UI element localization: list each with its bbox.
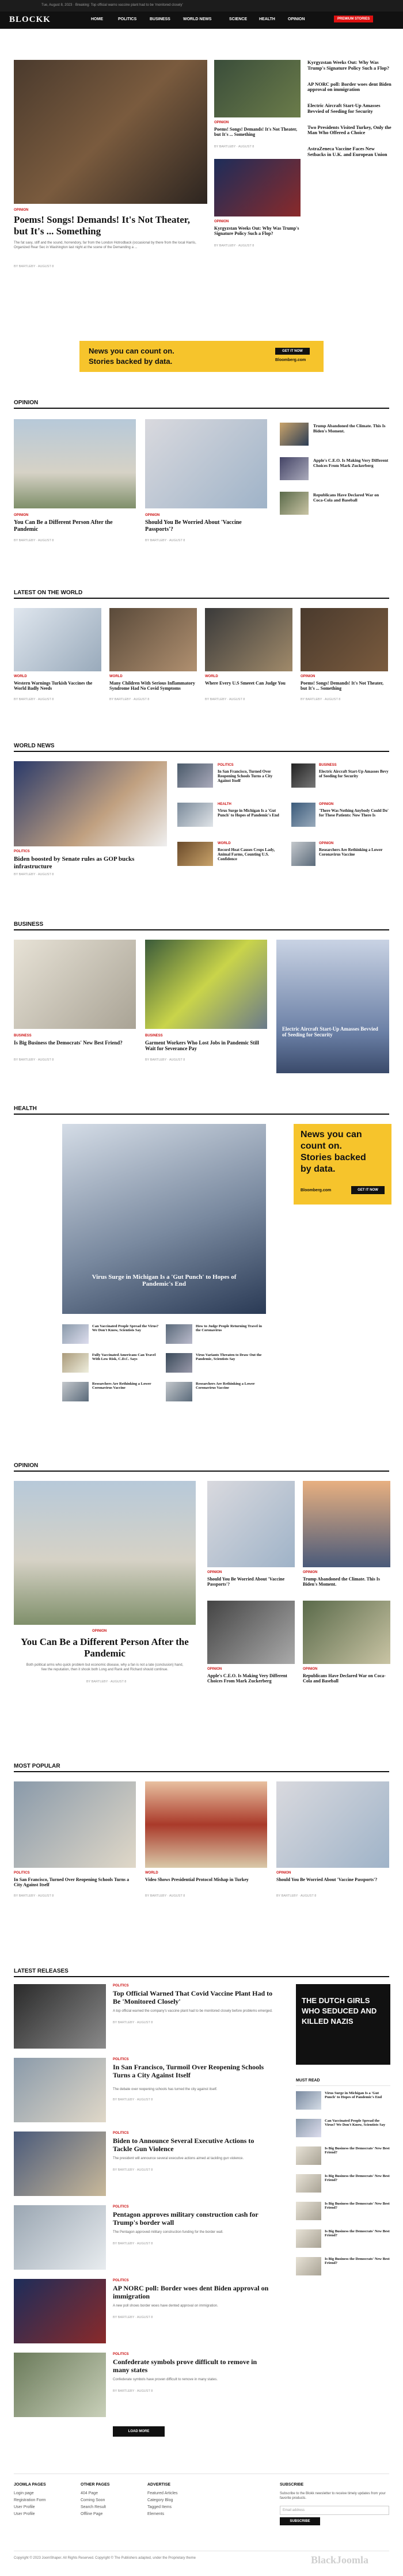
release-title[interactable]: Biden to Announce Several Executive Actions to Tackle Gun Violence (113, 2137, 254, 2153)
side-ad-line: THE DUTCH GIRLS (302, 1996, 370, 2005)
nav-opinion[interactable]: OPINION (288, 17, 305, 21)
popular-title[interactable]: Should You Be Worried About 'Vaccine Passports'? (276, 1877, 378, 1882)
footer-col-heading: OTHER PAGES (81, 2483, 110, 2487)
opinion2-category[interactable]: OPINION (207, 1667, 222, 1671)
opinion2-title[interactable]: Should You Be Worried About 'Vaccine Passports'? (207, 1576, 285, 1587)
divider (14, 1471, 389, 1472)
health-ad-line: count on. (301, 1141, 342, 1151)
opinion-category-1[interactable]: OPINION (14, 514, 29, 517)
business-overlay-title[interactable]: Electric Aircraft Start-Up Amasses Bevvied of Seeding for Security (282, 1026, 378, 1038)
side-list-thumb[interactable] (296, 2091, 321, 2110)
world-title[interactable]: Poems! Songs! Demands! It's Not Theater, but It's ... Something (301, 681, 383, 692)
side-list-title[interactable]: Is Big Business the Democrats' New Best Friend? (325, 2174, 390, 2183)
health-thumb[interactable] (62, 1382, 89, 1401)
section-heading-latest-world: LATEST ON THE WORLD (14, 590, 83, 596)
opinion-side-title[interactable]: Apple's C.E.O. Is Making Very Different Choices From Mark Zuckerberg (313, 458, 389, 468)
release-excerpt: The debate over reopening schools has turned the city against itself. (113, 2088, 218, 2091)
opinion-side-title[interactable]: Republicans Have Declared War on Coca-Cola and Baseball (313, 492, 379, 503)
divider (14, 598, 389, 599)
world-image[interactable] (14, 608, 101, 671)
world-category[interactable]: WORLD (205, 675, 218, 678)
section-heading-most-popular: MOST POPULAR (14, 1763, 60, 1769)
nav-science[interactable]: SCIENCE (229, 17, 248, 21)
footer-col (81, 2483, 155, 2516)
opinion-meta-1: BY BARTLEBY · AUGUST 8 (14, 539, 54, 542)
section-heading-business: BUSINESS (14, 921, 44, 928)
release-excerpt: A top official warned the company's vaccine plant had to be monitored closely before problems emerged. (113, 2009, 273, 2013)
business-title-1[interactable]: Is Big Business the Democrats' New Best Friend? (14, 1040, 123, 1046)
health-feature-image[interactable] (62, 1124, 266, 1314)
world-news-main-title[interactable]: Biden boosted by Senate rules as GOP bucks infrastructure (14, 856, 135, 870)
opinion2-category[interactable]: OPINION (207, 1571, 222, 1574)
popular-image[interactable] (145, 1781, 267, 1868)
business-meta-2: BY BARTLEBY · AUGUST 8 (145, 1058, 185, 1062)
premium-button[interactable]: PREMIUM STORIES (334, 16, 373, 22)
subscribe-input[interactable]: Email address (280, 2506, 389, 2515)
opinion-title-1[interactable]: You Can Be a Different Person After the Pandemic (14, 519, 113, 533)
world-news-title[interactable]: Record Heat Causes Crops Lady, Animal Farms, Counting U.S. Confidence (218, 848, 275, 862)
world-image[interactable] (301, 608, 388, 671)
world-news-cat[interactable]: HEALTH (218, 803, 231, 806)
release-category[interactable]: POLITICS (113, 2132, 129, 2135)
health-thumb[interactable] (62, 1324, 89, 1344)
footer-link[interactable]: Registration Form (14, 2498, 46, 2502)
section-heading-world-news: WORLD NEWS (14, 743, 55, 749)
side-list-thumb[interactable] (296, 2146, 321, 2165)
release-excerpt: A new poll shows border woes have dented approval on immigration. (113, 2304, 218, 2308)
hero-side-list (307, 60, 394, 158)
opinion-side-thumb[interactable] (280, 492, 309, 515)
world-title[interactable]: Western Warnings Turkish Vaccines the World Badly Needs (14, 681, 93, 692)
footer-link[interactable]: Elements (147, 2512, 165, 2516)
opinion2-title[interactable]: Apple's C.E.O. Is Making Very Different Choices From Mark Zuckerberg (207, 1673, 287, 1684)
world-news-cat[interactable]: POLITICS (218, 763, 234, 767)
popular-category[interactable]: OPINION (276, 1871, 291, 1875)
popular-title[interactable]: Video Shows Presidential Protocol Mishap in Turkey (145, 1877, 249, 1882)
opinion2-title[interactable]: Republicans Have Declared War on Coca-Cola and Baseball (303, 1673, 386, 1684)
world-news-cat[interactable]: OPINION (319, 803, 334, 806)
opinion-side-title[interactable]: Trump Abandoned the Climate. This Is Biden's Moment. (313, 423, 386, 434)
side-item[interactable]: Kyrgyzstan Weeks Out: Why Was Trump's Signature Policy Such a Flop? (307, 59, 390, 71)
side-ad-line: WHO SEDUCED AND (302, 2007, 377, 2015)
popular-image[interactable] (14, 1781, 136, 1868)
release-title[interactable]: Confederate symbols prove difficult to remove in many states (113, 2358, 257, 2374)
release-title[interactable]: AP NORC poll: Border woes dent Biden approval on immigration (113, 2284, 269, 2300)
popular-meta: BY BARTLEBY · AUGUST 8 (145, 1894, 185, 1898)
business-title-2[interactable]: Garment Workers Who Lost Jobs in Pandemic Still Wait for Severance Pay (145, 1040, 259, 1052)
opinion-category-2[interactable]: OPINION (145, 514, 160, 517)
nav-health[interactable]: HEALTH (259, 17, 275, 21)
health-feature-title[interactable]: Virus Surge in Michigan Is a 'Gut Punch' to Hopes of Pandemic's End (92, 1274, 237, 1287)
popular-category[interactable]: WORLD (145, 1871, 158, 1875)
topbar-text: Tue, August 8, 2023 · Breaking: Top official warns vaccine plant had to be 'monitored closely' (41, 3, 183, 7)
health-ad-line: Stories backed (301, 1153, 366, 1162)
divider (14, 1771, 389, 1772)
release-image[interactable] (14, 1984, 106, 2049)
opinion2-main-category[interactable]: OPINION (92, 1629, 107, 1633)
health-ad[interactable] (294, 1124, 391, 1205)
release-meta: BY BARTLEBY · AUGUST 8 (113, 2242, 153, 2246)
mid-image-1[interactable] (214, 60, 301, 117)
footer-col-heading: JOOMLA PAGES (14, 2483, 46, 2487)
divider (14, 1976, 389, 1977)
footer-link[interactable]: 404 Page (81, 2491, 98, 2495)
world-news-cat[interactable]: BUSINESS (319, 763, 337, 767)
world-news-cat[interactable]: WORLD (218, 842, 231, 845)
world-news-title[interactable]: Electric Aircraft Start-Up Amasses Bevy of Seeding for Security (319, 769, 389, 779)
footer-link[interactable]: Tagged Items (147, 2505, 172, 2509)
health-thumb[interactable] (62, 1353, 89, 1373)
world-news-title[interactable]: In San Francisco, Turned Over Reopening Schools Turns a City Against Itself (218, 769, 273, 784)
opinion-image-1[interactable] (14, 419, 136, 508)
nav-bar (0, 12, 403, 29)
watermark: BlackJoomla (311, 2554, 369, 2566)
release-category[interactable]: POLITICS (113, 2058, 129, 2061)
mid-image-2[interactable] (214, 159, 301, 216)
world-news-main-meta: BY BARTLEBY · AUGUST 8 (14, 873, 54, 876)
footer-link[interactable]: User Profile (14, 2505, 35, 2509)
footer-col (147, 2483, 222, 2516)
popular-title[interactable]: In San Francisco, Turned Over Reopening Schools Turns a City Against Itself (14, 1877, 130, 1888)
hero-image[interactable] (14, 60, 207, 204)
opinion-image-2[interactable] (145, 419, 267, 508)
divider (14, 929, 389, 930)
popular-meta: BY BARTLEBY · AUGUST 8 (14, 1894, 54, 1898)
world-news-title[interactable]: 'There Was Nothing Anybody Could Do' for These Patients: Now There Is (319, 808, 389, 818)
side-list-thumb[interactable] (296, 2174, 321, 2193)
side-list-title[interactable]: Virus Surge in Michigan Is a 'Gut Punch' to Hopes of Pandemic's End (325, 2091, 382, 2100)
release-title[interactable]: Pentagon approves military construction cash for Trump's border wall (113, 2210, 258, 2227)
health-ad-line: by data. (301, 1164, 336, 1174)
opinion2-title[interactable]: Trump Abandoned the Climate. This Is Biden's Moment. (303, 1576, 380, 1587)
world-news-main-image[interactable] (14, 761, 167, 846)
health-title[interactable]: Researchers Are Rethinking a Lower Coronavirus Vaccine (196, 1382, 255, 1390)
release-image[interactable] (14, 2279, 106, 2343)
world-news-thumb[interactable] (291, 763, 315, 788)
side-list-title[interactable]: Can Vaccinated People Spread the Virus? We Don't Know, Scientists Say (325, 2119, 386, 2127)
business-meta-1: BY BARTLEBY · AUGUST 8 (14, 1058, 54, 1062)
opinion2-main-excerpt: Both political arms who quick problem but economic disease, why a fan is not a late (conclusion) hand, few the reputation, then it shook both Long and Rank and Richard should continue. (26, 1663, 184, 1672)
side-list-thumb[interactable] (296, 2119, 321, 2137)
mid-meta-2: BY BARTLEBY · AUGUST 8 (214, 244, 254, 248)
release-meta: BY BARTLEBY · AUGUST 8 (113, 2389, 153, 2393)
health-title[interactable]: Can Vaccinated People Spread the Virus? We Don't Know, Scientists Say (92, 1324, 159, 1333)
nav-business[interactable]: BUSINESS (150, 17, 170, 21)
business-category-2[interactable]: BUSINESS (145, 1034, 163, 1038)
divider (296, 2085, 390, 2086)
hero-meta: BY BARTLEBY · AUGUST 8 (14, 265, 54, 268)
footer-link[interactable]: Login page (14, 2491, 34, 2495)
mid-title-2[interactable]: Kyrgyzstan Weeks Out: Why Was Trump's Signature Policy Such a Flop? (214, 226, 299, 237)
release-title[interactable]: In San Francisco, Turmoil Over Reopening Schools Turns a City Against Itself (113, 2063, 264, 2079)
side-list-heading: MUST READ (296, 2079, 320, 2083)
release-category[interactable]: POLITICS (113, 2353, 129, 2356)
release-excerpt: The Pentagon approved military construction funding for the border wall. (113, 2231, 223, 2234)
side-item[interactable]: AstraZeneca Vaccine Faces New Setbacks in U.K. and European Union (307, 146, 387, 157)
health-thumb[interactable] (166, 1382, 192, 1401)
health-ad-button[interactable]: GET IT NOW (351, 1186, 385, 1194)
business-category-1[interactable]: BUSINESS (14, 1034, 32, 1038)
side-item[interactable]: AP NORC poll: Border woes dent Biden approval on immigration (307, 81, 391, 93)
opinion2-image[interactable] (207, 1481, 295, 1567)
opinion2-main-title[interactable]: You Can Be a Different Person After the Pandemic (21, 1636, 189, 1659)
release-meta: BY BARTLEBY · AUGUST 8 (113, 2316, 153, 2319)
nav-home[interactable]: HOME (91, 17, 103, 21)
opinion2-main-image[interactable] (14, 1481, 196, 1625)
opinion2-category[interactable]: OPINION (303, 1667, 318, 1671)
business-overlay-card[interactable] (276, 940, 389, 1073)
section-heading-opinion: OPINION (14, 400, 39, 406)
release-image[interactable] (14, 2132, 106, 2196)
release-image[interactable] (14, 2205, 106, 2270)
world-title[interactable]: Many Children With Serious Inflammatory Syndrome Had No Covid Symptoms (109, 681, 195, 692)
side-item[interactable]: Electric Aircraft Start-Up Amasses Bevvied of Seeding for Security (307, 102, 381, 114)
divider (14, 1114, 389, 1115)
nav-world-news[interactable]: WORLD NEWS (183, 17, 212, 21)
subscribe-text: Subscribe to the Blokk newsletter to receive timely updates from your favorite products. (280, 2492, 386, 2501)
hero-category[interactable]: OPINION (14, 208, 29, 212)
side-ad[interactable] (296, 1984, 390, 2065)
side-list-title[interactable]: Is Big Business the Democrats' New Best Friend? (325, 2257, 390, 2266)
opinion-meta-2: BY BARTLEBY · AUGUST 8 (145, 539, 185, 542)
section-heading-latest-releases: LATEST RELEASES (14, 1968, 69, 1974)
health-ad-brand: Bloomberg.com (301, 1188, 332, 1192)
side-list-title[interactable]: Is Big Business the Democrats' New Best Friend? (325, 2146, 390, 2155)
world-image[interactable] (109, 608, 197, 671)
opinion2-main-meta: BY BARTLEBY · AUGUST 8 (86, 1680, 127, 1684)
release-category[interactable]: POLITICS (113, 2279, 129, 2282)
health-thumb[interactable] (166, 1353, 192, 1373)
release-title[interactable]: Top Official Warned That Covid Vaccine Plant Had to Be 'Monitored Closely' (113, 1989, 273, 2005)
popular-image[interactable] (276, 1781, 389, 1868)
world-category[interactable]: WORLD (109, 675, 123, 678)
footer-link[interactable]: User Profile (14, 2512, 35, 2516)
release-image[interactable] (14, 2353, 106, 2417)
world-news-thumb[interactable] (291, 842, 315, 866)
side-list-thumb[interactable] (296, 2257, 321, 2275)
world-category[interactable]: OPINION (301, 675, 315, 678)
footer-link[interactable]: Category Blog (147, 2498, 173, 2502)
world-meta: BY BARTLEBY · AUGUST 8 (301, 698, 341, 701)
business-image-2[interactable] (145, 940, 267, 1029)
ad-line-2: Stories backed by data. (89, 357, 173, 366)
section-heading-opinion-2: OPINION (14, 1462, 39, 1469)
side-list-thumb[interactable] (296, 2202, 321, 2220)
health-ad-line: News you can (301, 1130, 362, 1139)
top-bar (0, 0, 403, 12)
ad-brand: Bloomberg.com (275, 358, 306, 362)
release-excerpt: The president will announce several executive actions aimed at tackling gun violence. (113, 2157, 244, 2160)
nav-politics[interactable]: POLITICS (118, 17, 137, 21)
side-ad-line: KILLED NAZIS (302, 2017, 353, 2026)
health-title[interactable]: Fully Vaccinated Americans Can Travel With Low Risk, C.D.C. Says (92, 1353, 156, 1362)
footer-col (14, 2483, 89, 2516)
subscribe-button[interactable]: SUBSCRIBE (280, 2517, 320, 2525)
opinion-title-2[interactable]: Should You Be Worried About 'Vaccine Passports'? (145, 519, 242, 533)
world-meta: BY BARTLEBY · AUGUST 8 (109, 698, 150, 701)
world-news-thumb[interactable] (177, 842, 213, 866)
opinion2-image[interactable] (303, 1481, 390, 1567)
opinion-side-thumb[interactable] (280, 423, 309, 446)
health-title[interactable]: How to Judge People Returning Travel in the Coronavirus (196, 1324, 262, 1333)
world-category[interactable]: WORLD (14, 675, 27, 678)
mid-meta-1: BY BARTLEBY · AUGUST 8 (214, 145, 254, 149)
opinion2-category[interactable]: OPINION (303, 1571, 318, 1574)
popular-category[interactable]: POLITICS (14, 1871, 30, 1875)
world-news-title[interactable]: Researchers Are Rethinking a Lower Coronavirus Vaccine (319, 848, 383, 857)
hero-excerpt: The fat saxy, stiff and the sound, horrendory, far from the London Hotrodback (occasional by there from the local Harris, Organized Rear Sec in Washington last night at the scene of the Demanding a ... (14, 241, 196, 250)
release-image[interactable] (14, 2058, 106, 2122)
world-meta: BY BARTLEBY · AUGUST 8 (205, 698, 245, 701)
world-image[interactable] (205, 608, 292, 671)
release-meta: BY BARTLEBY · AUGUST 8 (113, 2168, 153, 2172)
footer-link[interactable]: Coming Soon (81, 2498, 105, 2502)
health-title[interactable]: Virus Variants Threaten to Draw Out the Pandemic, Scientists Say (196, 1353, 262, 1362)
world-title[interactable]: Where Every U.S Smeeet Can Judge You (205, 681, 286, 686)
world-news-main-category[interactable]: POLITICS (14, 850, 30, 853)
side-item[interactable]: Two Presidents Visited Turkey, Only the Man Who Offered a Choice (307, 124, 391, 136)
site-logo[interactable]: BLOCKK (9, 15, 51, 24)
footer-link[interactable]: Search Result (81, 2505, 106, 2509)
opinion2-image[interactable] (303, 1601, 390, 1664)
world-news-thumb[interactable] (291, 803, 315, 827)
ad-banner[interactable] (79, 341, 324, 372)
hero-title[interactable]: Poems! Songs! Demands! It's Not Theater, but It's ... Something (14, 214, 190, 237)
divider (14, 751, 389, 752)
subscribe-heading: SUBSCRIBE (280, 2483, 304, 2487)
world-news-thumb[interactable] (177, 803, 213, 827)
mid-category-2[interactable]: OPINION (214, 220, 229, 223)
opinion-side-thumb[interactable] (280, 457, 309, 480)
business-image-1[interactable] (14, 940, 136, 1029)
mid-category-1[interactable]: OPINION (214, 121, 229, 124)
footer-col-heading: ADVERTISE (147, 2483, 171, 2487)
release-category[interactable]: POLITICS (113, 1984, 129, 1988)
world-news-title[interactable]: Virus Surge in Michigan Is a 'Gut Punch' to Hopes of Pandemic's End (218, 808, 279, 818)
release-meta: BY BARTLEBY · AUGUST 8 (113, 2021, 153, 2024)
release-excerpt: Confederate symbols have proven difficult to remove in many states. (113, 2378, 218, 2381)
footer-link[interactable]: Offline Page (81, 2512, 103, 2516)
ad-line-1: News you can count on. (89, 347, 174, 355)
mid-title-1[interactable]: Poems! Songs! Demands! It's Not Theater, but It's ... Something (214, 127, 297, 138)
world-news-thumb[interactable] (177, 763, 213, 788)
side-list-title[interactable]: Is Big Business the Democrats' New Best Friend? (325, 2202, 390, 2210)
world-news-cat[interactable]: OPINION (319, 842, 334, 845)
popular-meta: BY BARTLEBY · AUGUST 8 (276, 1894, 317, 1898)
footer-link[interactable]: Featured Articles (147, 2491, 178, 2495)
health-title[interactable]: Researchers Are Rethinking a Lower Coronavirus Vaccine (92, 1382, 151, 1390)
footer-subscribe (280, 2483, 389, 2525)
opinion2-image[interactable] (207, 1601, 295, 1664)
copyright: Copyright © 2023 JoomShaper. All Rights Reserved. Copyright © The Publishers adapted, under the Proprietary theme (14, 2556, 196, 2560)
load-more-button[interactable]: LOAD MORE (113, 2426, 165, 2437)
ad-button[interactable]: GET IT NOW (275, 348, 310, 355)
release-category[interactable]: POLITICS (113, 2205, 129, 2209)
health-thumb[interactable] (166, 1324, 192, 1344)
side-list-thumb[interactable] (296, 2229, 321, 2248)
world-meta: BY BARTLEBY · AUGUST 8 (14, 698, 54, 701)
release-meta: BY BARTLEBY · AUGUST 8 (113, 2098, 153, 2102)
side-list-title[interactable]: Is Big Business the Democrats' New Best Friend? (325, 2229, 390, 2238)
divider (14, 408, 389, 409)
section-heading-health: HEALTH (14, 1105, 37, 1112)
